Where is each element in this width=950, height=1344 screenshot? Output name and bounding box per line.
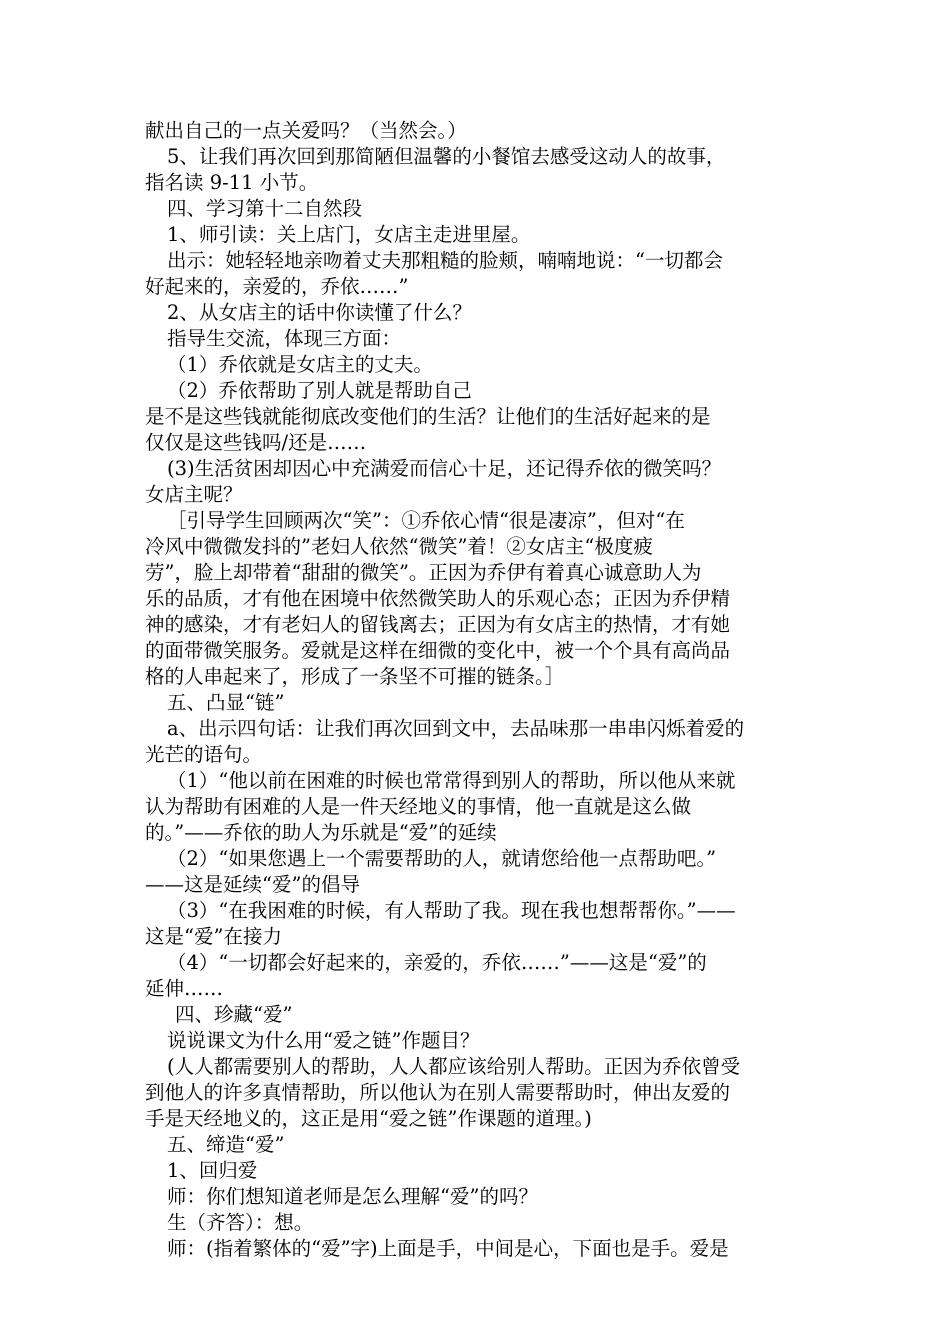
text-line: 神的感染，才有老妇人的留钱离去；正因为有女店主的热情，才有她 — [145, 613, 731, 636]
text-line: 手是天经地义的，这正是用“爱之链”作课题的道理。) — [145, 1107, 592, 1130]
text-line: 光芒的语句。 — [145, 743, 263, 766]
text-line: 师：(指着繁体的“爱”字)上面是手，中间是心，下面也是手。爱是 — [167, 1237, 729, 1260]
text-line: 劳”，脸上却带着“甜甜的微笑”。正因为乔伊有着真心诚意助人为 — [145, 561, 702, 584]
text-line: 生（齐答）：想。 — [167, 1211, 314, 1234]
text-line: （3）“在我困难的时候，有人帮助了我。现在我也想帮帮你。”—— — [167, 899, 736, 922]
text-line: 2、从女店主的话中你读懂了什么？ — [167, 301, 472, 324]
text-line: 的。”——乔依的助人为乐就是“爱”的延续 — [145, 821, 497, 844]
text-line: (3)生活贫困却因心中充满爱而信心十足，还记得乔依的微笑吗？ — [167, 457, 722, 480]
document-page — [145, 118, 810, 1262]
text-line: 女店主呢？ — [145, 483, 243, 506]
text-line: 五、凸显“链” — [167, 691, 285, 714]
text-line: 出示：她轻轻地亲吻着丈夫那粗糙的脸颊，喃喃地说：“一切都会 — [167, 249, 723, 272]
text-line: 说说课文为什么用“爱之链”作题目？ — [167, 1029, 480, 1052]
text-line: （2）“如果您遇上一个需要帮助的人，就请您给他一点帮助吧。” — [167, 847, 717, 870]
text-line: （2）乔依帮助了别人就是帮助自己 — [167, 379, 472, 402]
text-line: ——这是延续“爱”的倡导 — [145, 873, 360, 896]
text-line: 四、珍藏“爱” — [175, 1003, 293, 1026]
text-line: (人人都需要别人的帮助，人人都应该给别人帮助。正因为乔依曾受 — [167, 1055, 741, 1078]
text-line: 好起来的，亲爱的，乔依……” — [145, 275, 409, 298]
text-line: 师：你们想知道老师是怎么理解“爱”的吗？ — [167, 1185, 538, 1208]
text-line: （1）乔依就是女店主的丈夫。 — [167, 353, 433, 376]
text-line: （1）“他以前在困难的时候也常常得到别人的帮助，所以他从来就 — [167, 769, 736, 792]
text-line: 指名读 9-11 小节。 — [145, 171, 319, 194]
text-line: 认为帮助有困难的人是一件天经地义的事情，他一直就是这么做 — [145, 795, 692, 818]
text-line: 到他人的许多真情帮助，所以他认为在别人需要帮助时，伸出友爱的 — [145, 1081, 731, 1104]
text-line: 1、师引读：关上店门，女店主走进里屋。 — [167, 223, 531, 246]
text-line: 5、让我们再次回到那简陋但温馨的小餐馆去感受这动人的故事， — [167, 145, 726, 168]
text-line: ［引导学生回顾两次“笑”：①乔依心情“很是凄凉”，但对“在 — [167, 509, 685, 532]
text-line: 的面带微笑服务。爱就是这样在细微的变化中，被一个个具有高尚品 — [145, 639, 731, 662]
text-line: a、出示四句话：让我们再次回到文中，去品味那一串串闪烁着爱的 — [167, 717, 745, 740]
text-line: 指导生交流，体现三方面： — [167, 327, 402, 350]
text-line: 延伸…… — [145, 977, 224, 1000]
text-line: 是不是这些钱就能彻底改变他们的生活？让他们的生活好起来的是 — [145, 405, 711, 428]
text-line: 这是“爱”在接力 — [145, 925, 282, 948]
text-line: 冷风中微微发抖的”老妇人依然“微笑”着！②女店主“极度疲 — [145, 535, 653, 558]
text-line: 仅仅是这些钱吗/还是…… — [145, 431, 367, 454]
text-line: 四、学习第十二自然段 — [167, 197, 363, 220]
text-line: 乐的品质，才有他在困境中依然微笑助人的乐观心态；正因为乔伊精 — [145, 587, 731, 610]
text-line: 1、回归爱 — [167, 1159, 258, 1182]
text-line: 献出自己的一点关爱吗？（当然会。） — [145, 119, 467, 142]
text-line: 格的人串起来了，形成了一条坚不可摧的链条。］ — [145, 665, 565, 688]
text-line: （4）“一切都会好起来的，亲爱的，乔依……”——这是“爱”的 — [167, 951, 707, 974]
text-line: 五、缔造“爱” — [167, 1133, 285, 1156]
